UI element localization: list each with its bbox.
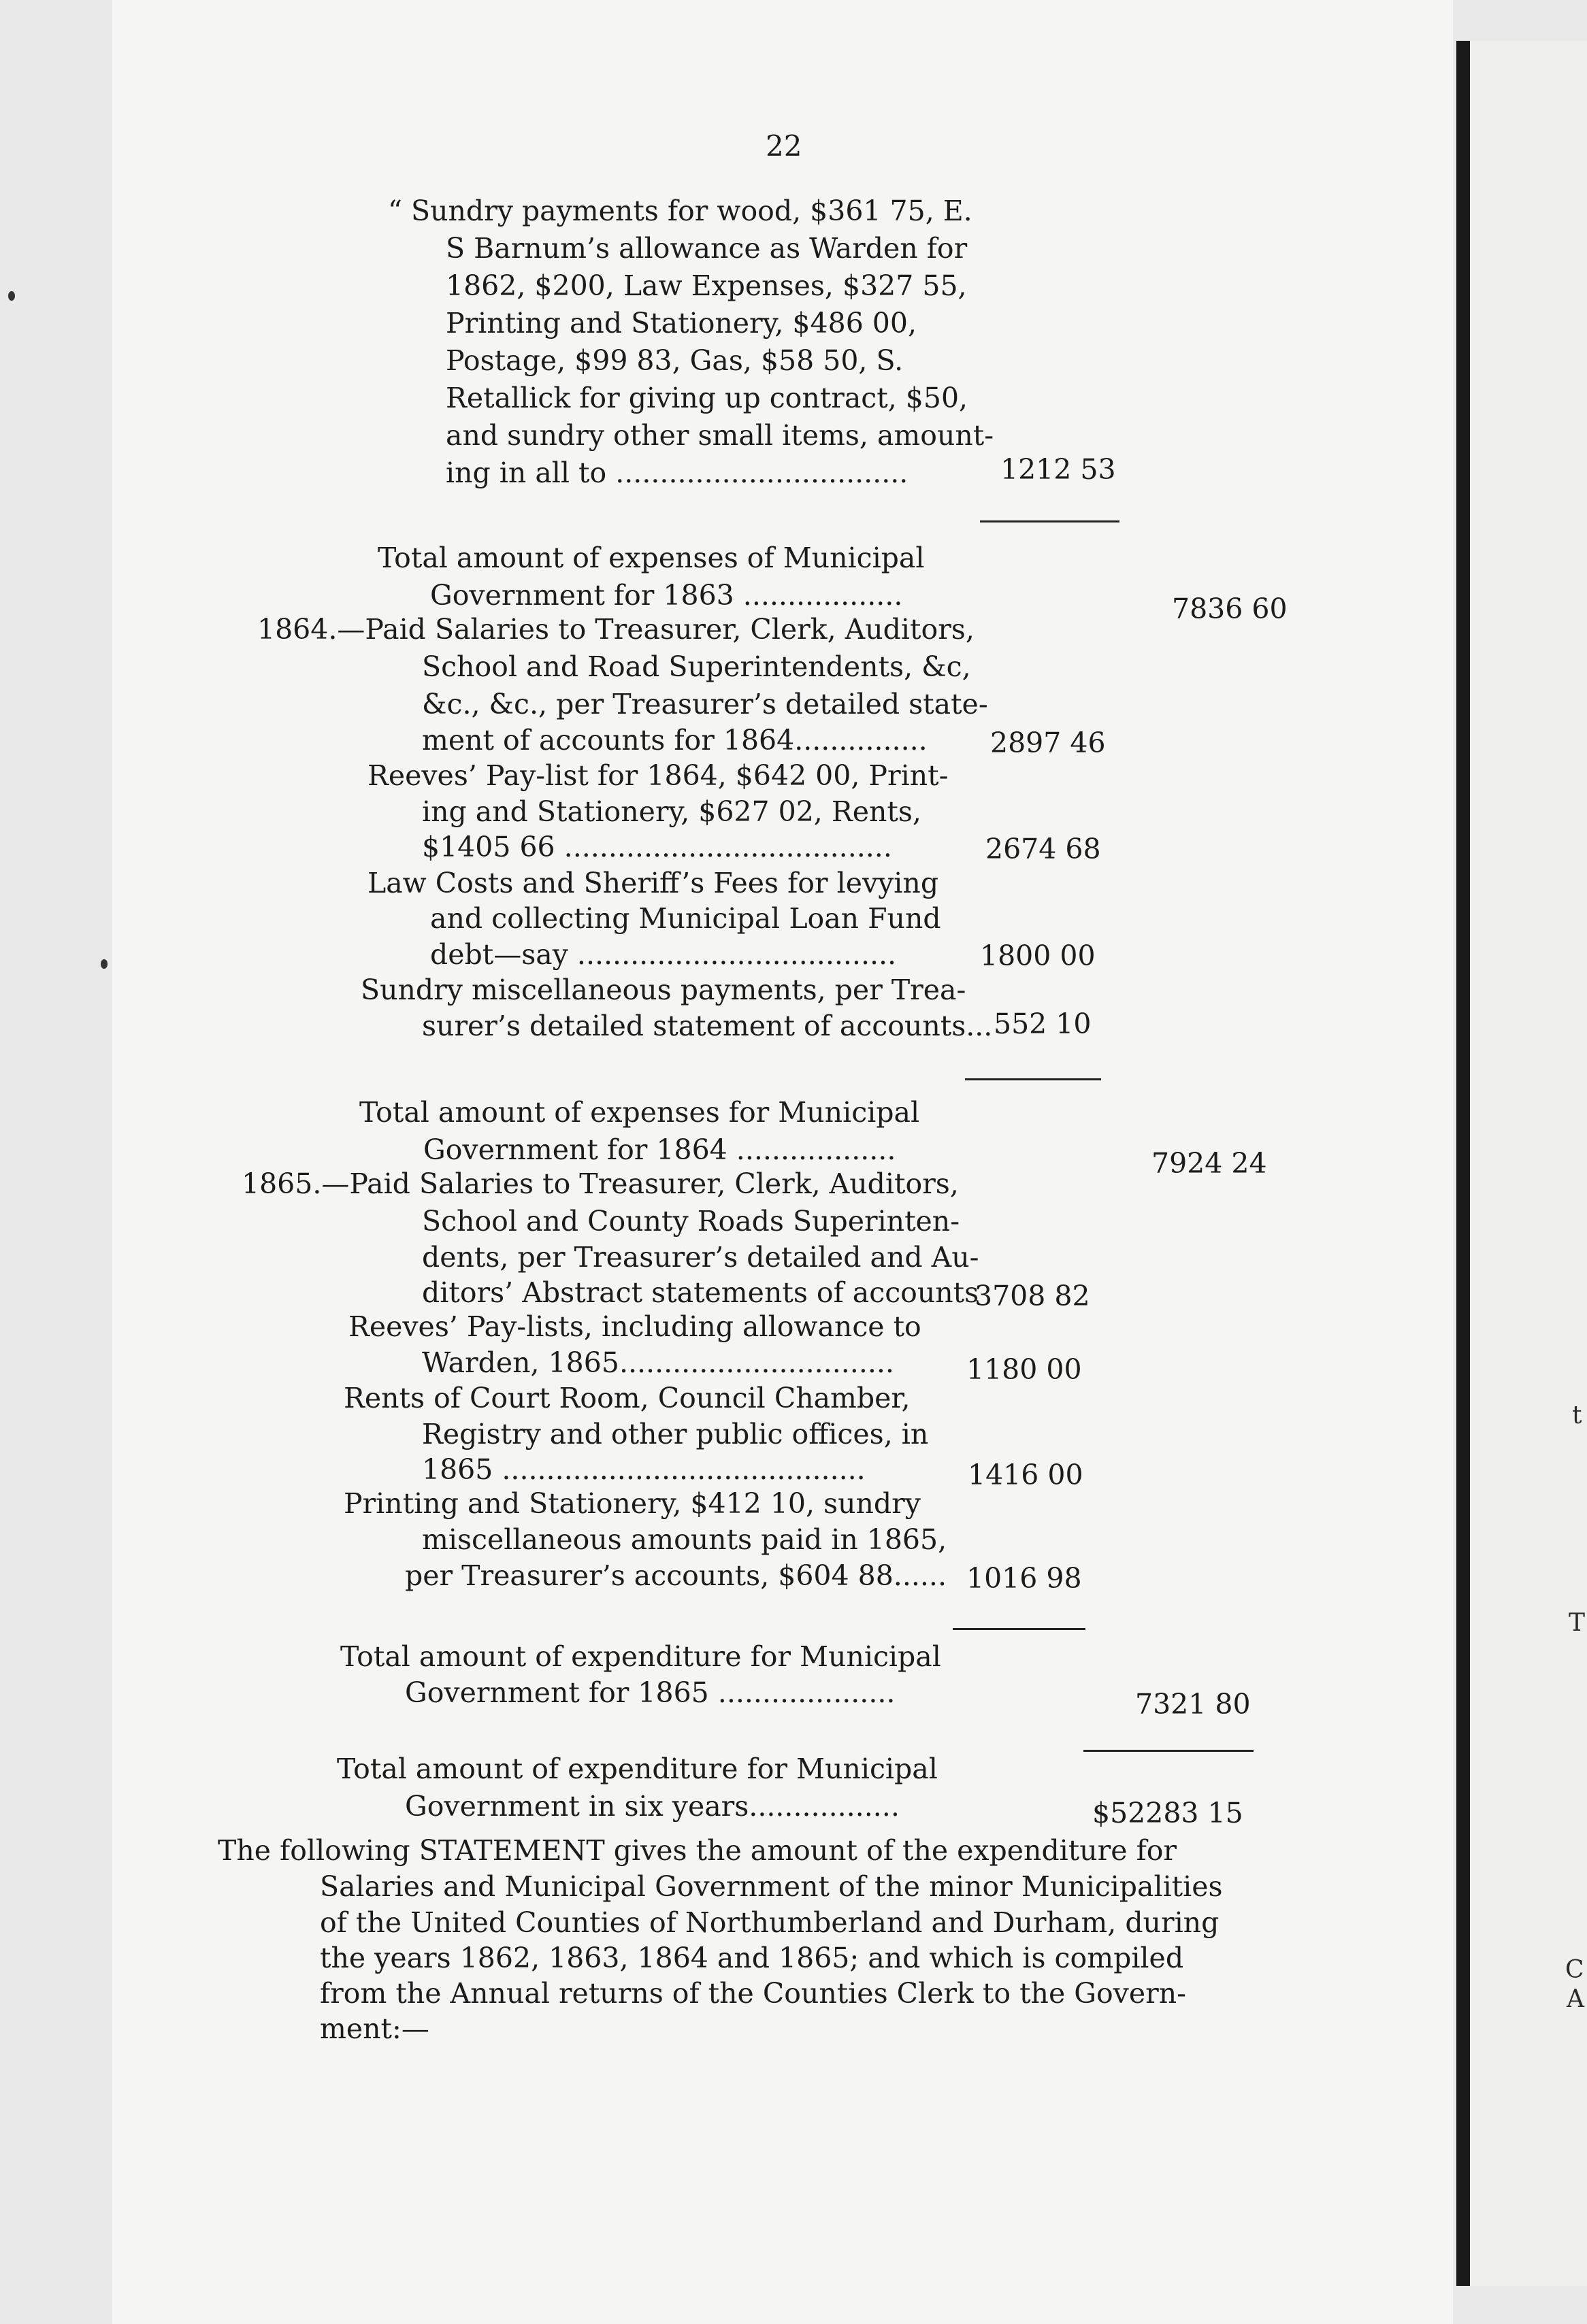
text-line: ment of accounts for 1864............... (422, 724, 928, 757)
amount-value: 2897 46 (990, 727, 1106, 759)
text-line: dents, per Treasurer’s detailed and Au- (422, 1241, 979, 1274)
text-line: Government for 1864 .................. (423, 1133, 896, 1166)
edge-letter: A (1567, 1985, 1584, 2013)
sum-rule (1083, 1750, 1254, 1752)
text-line: Printing and Stationery, $486 00, (446, 307, 917, 339)
sum-rule (965, 1078, 1101, 1080)
amount-value: 7836 60 (1172, 593, 1288, 625)
text-line: Registry and other public offices, in (422, 1418, 929, 1450)
text-line: Reeves’ Pay-lists, including allowance to (348, 1310, 921, 1343)
scan-speck (8, 291, 15, 301)
edge-letter: T (1569, 1609, 1586, 1637)
text-line: 1865 ......................................... (422, 1453, 866, 1486)
text-line: of the United Counties of Northumberland and Durham, during (320, 1906, 1220, 1939)
page-number: 22 (766, 129, 802, 163)
text-line: Postage, $99 83, Gas, $58 50, S. (446, 344, 904, 377)
text-line: Total amount of expenses for Municipal (359, 1096, 920, 1129)
text-line: surer’s detailed statement of accounts... (422, 1010, 993, 1042)
text-line: Warden, 1865............................... (422, 1346, 894, 1379)
text-line: ing and Stationery, $627 02, Rents, (422, 795, 921, 828)
text-line: Sundry miscellaneous payments, per Trea- (361, 974, 966, 1006)
text-line: Government for 1865 .................... (405, 1676, 896, 1709)
text-line: Government for 1863 .................. (430, 579, 903, 612)
text-line: 1862, $200, Law Expenses, $327 55, (446, 269, 967, 302)
text-line: Retallick for giving up contract, $50, (446, 382, 968, 414)
amount-value: 1180 00 (966, 1353, 1082, 1386)
text-line: 1865.—Paid Salaries to Treasurer, Clerk, Auditors, (242, 1167, 959, 1200)
amount-value: $52283 15 (1092, 1797, 1243, 1829)
text-line: miscellaneous amounts paid in 1865, (422, 1523, 947, 1556)
adjacent-page-edge (1470, 41, 1587, 2286)
book-gutter (1456, 41, 1470, 2286)
amount-value: 1212 53 (1000, 453, 1116, 486)
text-line: &c., &c., per Treasurer’s detailed state- (422, 688, 988, 720)
text-line: the years 1862, 1863, 1864 and 1865; and which is compiled (320, 1942, 1184, 1974)
scan-speck (101, 959, 108, 969)
text-line: Total amount of expenditure for Municipal (337, 1753, 938, 1785)
text-line: Salaries and Municipal Government of the minor Municipalities (320, 1870, 1223, 1903)
text-line: ditors’ Abstract statements of accounts (422, 1276, 979, 1309)
text-line: Total amount of expenditure for Municipal (340, 1640, 941, 1673)
text-line: Rents of Court Room, Council Chamber, (344, 1382, 911, 1414)
edge-letter: C (1565, 1956, 1584, 1984)
text-line: “ Sundry payments for wood, $361 75, E. (388, 195, 972, 227)
text-line: Government in six years................. (405, 1790, 900, 1823)
sum-rule (980, 520, 1119, 522)
text-line: debt—say .................................... (430, 938, 897, 971)
text-line: per Treasurer’s accounts, $604 88...... (405, 1559, 947, 1592)
text-line: Law Costs and Sheriff’s Fees for levying (367, 867, 939, 899)
sum-rule (953, 1628, 1085, 1630)
text-line: Printing and Stationery, $412 10, sundry (344, 1487, 921, 1520)
text-line: $1405 66 ..................................... (422, 831, 892, 863)
text-line: ing in all to ................................. (446, 456, 909, 489)
text-line: 1864.—Paid Salaries to Treasurer, Clerk, Auditors, (257, 613, 975, 646)
text-line: ment:— (320, 2012, 429, 2045)
amount-value: 7321 80 (1135, 1688, 1251, 1721)
amount-value: 7924 24 (1151, 1147, 1267, 1180)
text-line: and sundry other small items, amount- (446, 419, 994, 452)
text-line: from the Annual returns of the Counties Clerk to the Govern- (320, 1977, 1186, 2010)
text-line: S Barnum’s allowance as Warden for (446, 232, 968, 265)
amount-value: 1016 98 (966, 1562, 1082, 1595)
amount-value: 1800 00 (980, 940, 1096, 972)
amount-value: 3708 82 (975, 1280, 1090, 1312)
edge-letter: t (1572, 1401, 1582, 1429)
text-line: and collecting Municipal Loan Fund (430, 902, 941, 935)
amount-value: 2674 68 (985, 833, 1101, 865)
amount-value: 552 10 (994, 1008, 1092, 1040)
amount-value: 1416 00 (968, 1459, 1083, 1491)
text-line: Reeves’ Pay-list for 1864, $642 00, Print- (367, 759, 949, 792)
text-line: Total amount of expenses of Municipal (378, 542, 925, 574)
text-line: School and Road Superintendents, &c, (422, 650, 971, 683)
text-line: The following STATEMENT gives the amount of the expenditure for (218, 1834, 1177, 1867)
text-line: School and County Roads Superinten- (422, 1205, 960, 1238)
